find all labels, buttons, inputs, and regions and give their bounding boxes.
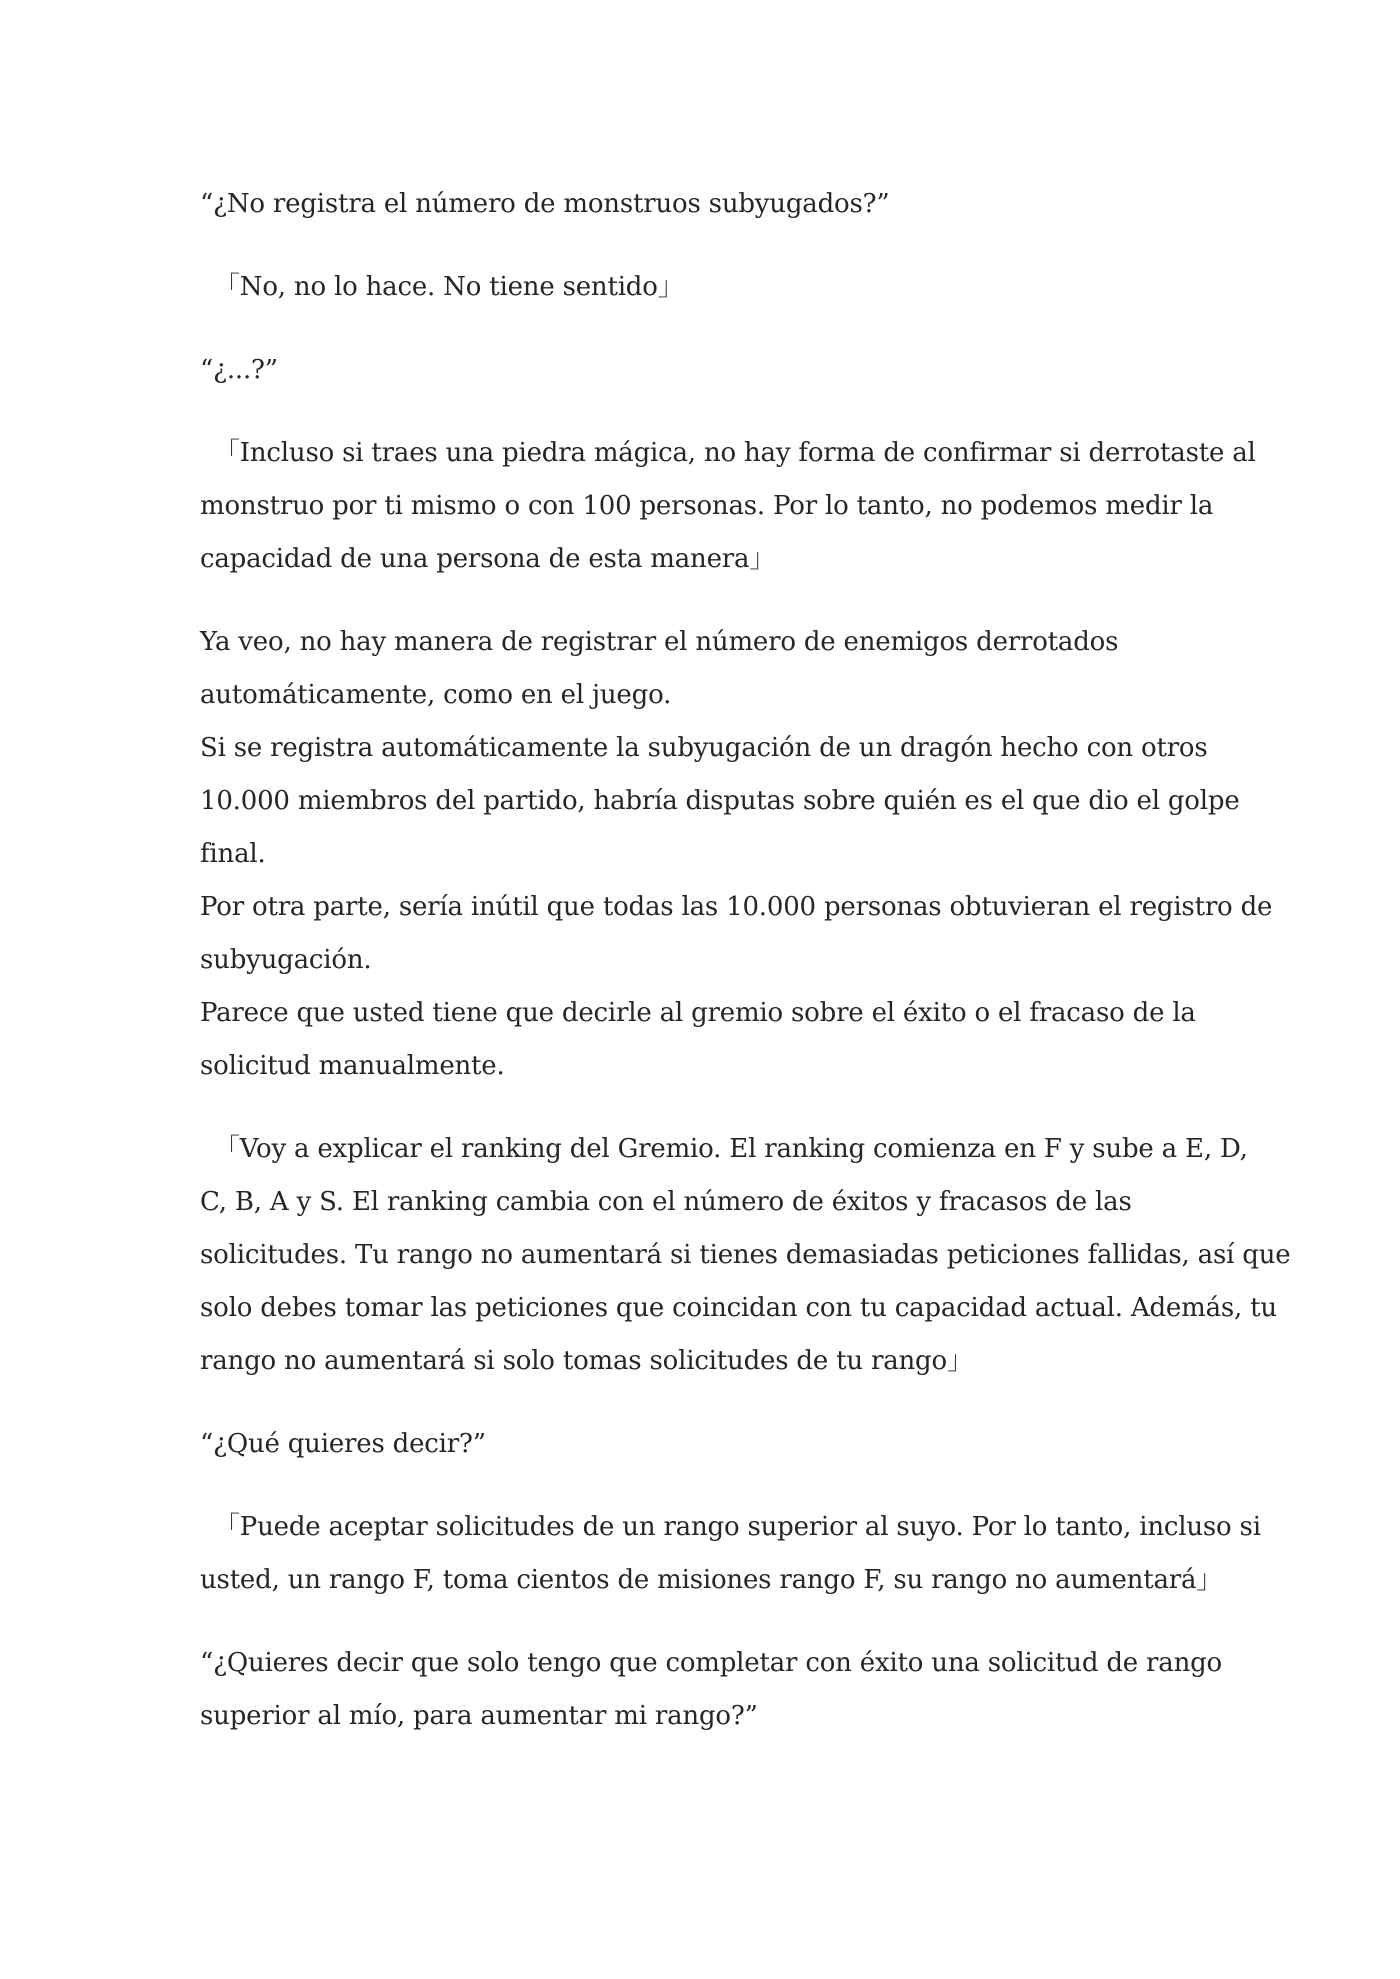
paragraph-quote (200, 1637, 1223, 1743)
text-line: C, B, A y S. El ranking cambia con el número de éxitos y fracasos de las (200, 1187, 1132, 1217)
text-line: monstruo por ti mismo o con 100 personas. Por lo tanto, no podemos medir la (200, 491, 1214, 521)
text-line: “¿...?” (200, 355, 278, 385)
text-line: “¿No registra el número de monstruos subyugados?” (200, 189, 890, 219)
text-line: Parece que usted tiene que decirle al gremio sobre el éxito o el fracaso de la (200, 998, 1196, 1028)
text-line: “¿Qué quieres decir?” (200, 1429, 486, 1459)
text-line: 「Voy a explicar el ranking del Gremio. El ranking comienza en F y sube a E, D, (214, 1134, 1248, 1164)
paragraph-quote (200, 178, 1210, 231)
text-line: solo debes tomar las peticiones que coincidan con tu capacidad actual. Además, tu (200, 1293, 1277, 1323)
text-line: usted, un rango F, toma cientos de misiones rango F, su rango no aumentará」 (200, 1565, 1223, 1595)
paragraph-jp-quote (200, 1123, 1291, 1388)
paragraph-jp-quote (200, 1501, 1261, 1607)
text-line: superior al mío, para aumentar mi rango?” (200, 1701, 758, 1731)
text-line: 10.000 miembros del partido, habría disputas sobre quién es el que dio el golpe (200, 786, 1240, 816)
text-line: “¿Quieres decir que solo tengo que completar con éxito una solicitud de rango (200, 1648, 1223, 1678)
text-line: Por otra parte, sería inútil que todas las 10.000 personas obtuvieran el registro de (200, 892, 1273, 922)
text-line: solicitudes. Tu rango no aumentará si tienes demasiadas peticiones fallidas, así que (200, 1240, 1291, 1270)
paragraph-jp-quote (200, 261, 1210, 314)
text-line: 「Puede aceptar solicitudes de un rango superior al suyo. Por lo tanto, incluso si (214, 1512, 1261, 1542)
paragraph-jp-quote (200, 427, 1256, 586)
text-line: solicitud manualmente. (200, 1051, 505, 1081)
paragraph-quote (200, 1418, 1210, 1471)
text-line: Ya veo, no hay manera de registrar el número de enemigos derrotados (200, 627, 1119, 657)
document-page (200, 178, 1291, 1743)
text-line: automáticamente, como en el juego. (200, 680, 672, 710)
paragraph-narration (200, 616, 1273, 1093)
text-line: subyugación. (200, 945, 372, 975)
text-line: rango no aumentará si solo tomas solicitudes de tu rango」 (200, 1346, 973, 1376)
text-line: 「Incluso si traes una piedra mágica, no hay forma de confirmar si derrotaste al (214, 438, 1256, 468)
paragraph-quote (200, 344, 1210, 397)
text-line: final. (200, 839, 266, 869)
text-line: capacidad de una persona de esta manera」 (200, 544, 776, 574)
text-line: Si se registra automáticamente la subyugación de un dragón hecho con otros (200, 733, 1208, 763)
text-line: 「No, no lo hace. No tiene sentido」 (214, 272, 684, 302)
